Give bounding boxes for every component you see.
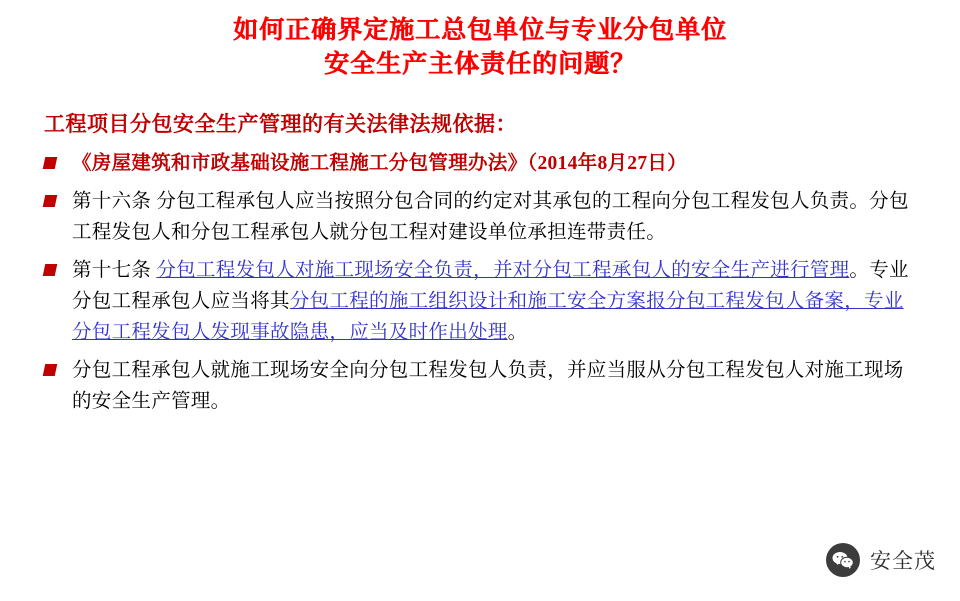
article-17-emphasis-2: 分包工程的施工组织设计和施工安全方案报分包工程发包人备案，专业分包工程发包人发现事故隐患，应当及时作出处理 — [72, 291, 904, 343]
list-item — [44, 148, 920, 179]
regulation-title: 《房屋建筑和市政基础设施工程施工分包管理办法》（2014年8月27日） — [72, 153, 687, 174]
list-item-text — [72, 148, 920, 179]
bullet-marker-icon — [43, 264, 58, 276]
article-17-label: 第十七条 — [72, 260, 157, 281]
section-heading: 工程项目分包安全生产管理的有关法律法规依据： — [44, 112, 517, 136]
title-line-2: 安全生产主体责任的问题？ — [323, 51, 636, 78]
list-item-text — [72, 355, 920, 417]
list-item — [44, 186, 920, 248]
slide-title — [0, 0, 960, 82]
list-item-text — [72, 255, 920, 348]
bullet-marker-icon — [43, 195, 58, 207]
wechat-official-account-icon — [826, 543, 860, 577]
title-line-1: 如何正确界定施工总包单位与专业分包单位 — [232, 17, 727, 44]
bullet-marker-icon — [43, 157, 58, 169]
article-17-middle: 。专业分包工程承包人应当将其 — [72, 260, 909, 312]
list-item — [44, 255, 920, 348]
article-17-end: 。 — [507, 322, 528, 343]
bullet-marker-icon — [43, 364, 58, 376]
bullet-list — [0, 148, 960, 417]
article-17-paragraph-2: 分包工程承包人就施工现场安全向分包工程发包人负责，并应当服从分包工程发包人对施工现场的安全生产管理。 — [72, 360, 904, 412]
article-17-emphasis-1: 分包工程发包人对施工现场安全负责，并对分包工程承包人的安全生产进行管理 — [156, 260, 850, 281]
list-item — [44, 355, 920, 417]
footer-logo-label: 安全茂 — [870, 549, 936, 573]
list-item-text — [72, 186, 920, 248]
article-16-text: 第十六条 分包工程承包人应当按照分包合同的约定对其承包的工程向分包工程发包人负责。分包工程发包人和分包工程承包人就分包工程对建设单位承担连带责任。 — [72, 191, 909, 243]
footer-logo — [826, 543, 936, 577]
